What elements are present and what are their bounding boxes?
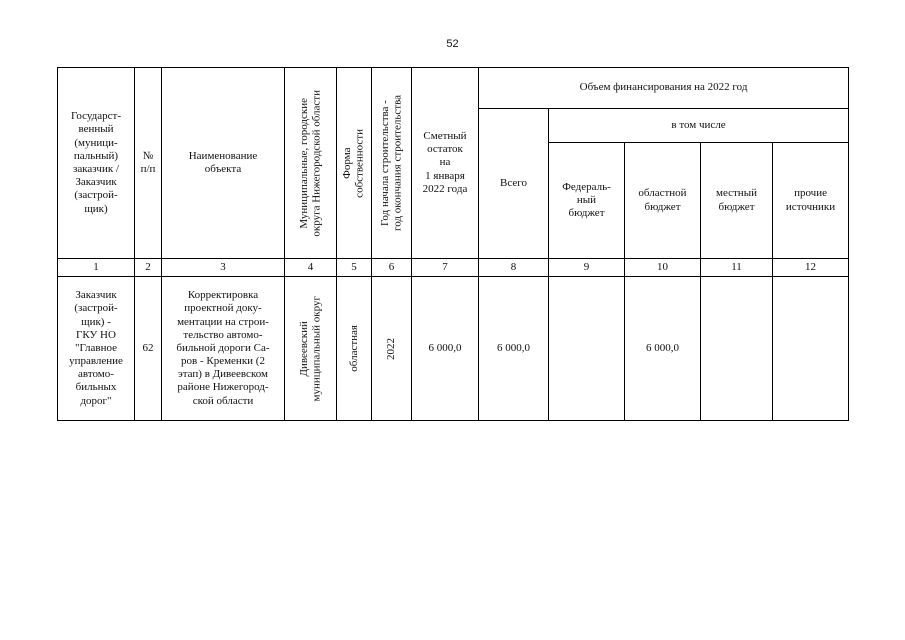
column-number: 1 [58, 259, 135, 277]
header-customer: Государст- венный (муници- пальный) заказчик / Заказчик (застрой- щик) [58, 68, 135, 259]
column-number: 8 [479, 259, 549, 277]
row-number: 62 [135, 277, 162, 421]
row-federal [549, 277, 625, 421]
financing-table [57, 67, 849, 421]
row-regional: 6 000,0 [625, 277, 701, 421]
header-total: Всего [479, 109, 549, 259]
header-local: местный бюджет [701, 143, 773, 259]
row-municipality: Дивеевский муниципальный округ [285, 277, 337, 421]
row-years: 2022 [372, 277, 412, 421]
header-other: прочие источники [773, 143, 849, 259]
header-estimate: Сметный остаток на 1 января 2022 года [412, 68, 479, 259]
column-number: 9 [549, 259, 625, 277]
row-customer: Заказчик (застрой- щик) - ГКУ НО "Главное управление автомо- бильных дорог" [58, 277, 135, 421]
header-including: в том числе [549, 109, 849, 143]
header-funding: Объем финансирования на 2022 год [479, 68, 849, 109]
column-number: 3 [162, 259, 285, 277]
column-number: 5 [337, 259, 372, 277]
header-municipality: Муниципальные, городские округа Нижегородской области [285, 68, 337, 259]
header-federal: Федераль- ный бюджет [549, 143, 625, 259]
row-ownership: областная [337, 277, 372, 421]
page-number: 52 [446, 38, 459, 50]
column-number: 2 [135, 259, 162, 277]
row-other [773, 277, 849, 421]
header-object-name: Наименование объекта [162, 68, 285, 259]
header-regional: областной бюджет [625, 143, 701, 259]
column-number: 12 [773, 259, 849, 277]
table-row [58, 277, 849, 421]
header-ownership: Форма собственности [337, 68, 372, 259]
row-local [701, 277, 773, 421]
column-number: 6 [372, 259, 412, 277]
row-total: 6 000,0 [479, 277, 549, 421]
row-object-name: Корректировка проектной доку- ментации на строи- тельство автомо- бильной дороги Са- ров - Кременки (2 этап) в Дивеевском районе Нижегород- ской области [162, 277, 285, 421]
header-years: Год начала строительства - год окончания строительства [372, 68, 412, 259]
column-number: 11 [701, 259, 773, 277]
column-number: 4 [285, 259, 337, 277]
header-number: № п/п [135, 68, 162, 259]
row-estimate: 6 000,0 [412, 277, 479, 421]
column-number: 7 [412, 259, 479, 277]
column-number: 10 [625, 259, 701, 277]
